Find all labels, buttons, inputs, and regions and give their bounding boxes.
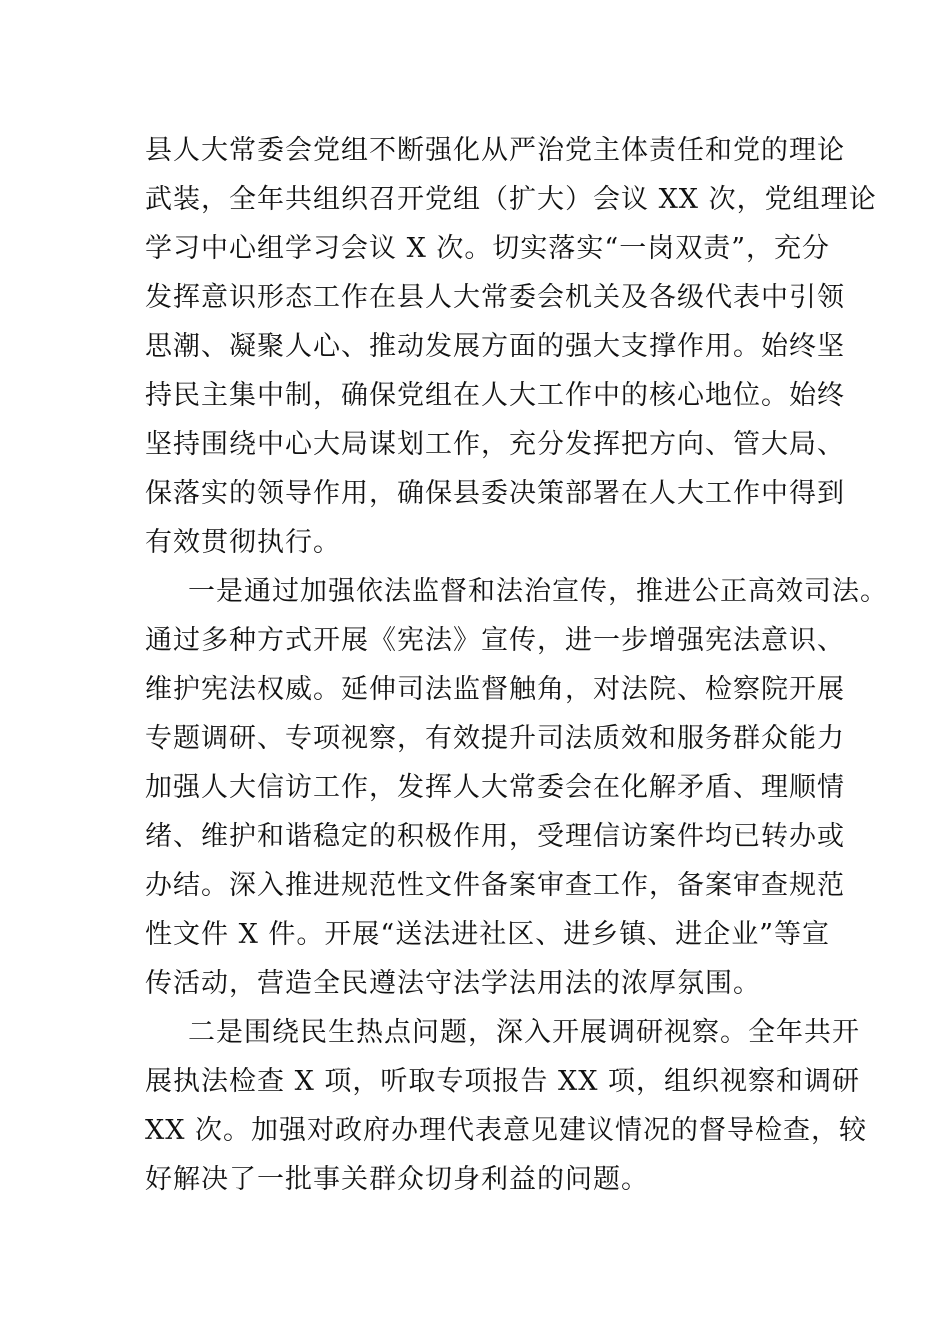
text-line: 传活动，营造全民遵法守法学法用法的浓厚氛围。	[145, 968, 761, 999]
paragraph-start-line: 一是通过加强依法监督和法治宣传，推进公正高效司法。	[188, 576, 888, 607]
text-line: 专题调研、专项视察，有效提升司法质效和服务群众能力	[145, 723, 845, 754]
text-line: 展执法检查 X 项，听取专项报告 XX 项，组织视察和调研	[145, 1066, 860, 1097]
text-line: 加强人大信访工作，发挥人大常委会在化解矛盾、理顺情	[145, 772, 845, 803]
text-line: 保落实的领导作用，确保县委决策部署在人大工作中得到	[145, 478, 845, 509]
text-line: 性文件 X 件。开展“送法进社区、进乡镇、进企业”等宣	[145, 919, 830, 950]
text-line: 好解决了一批事关群众切身利益的问题。	[145, 1164, 649, 1195]
text-line: 县人大常委会党组不断强化从严治党主体责任和党的理论	[145, 135, 845, 166]
text-line: 通过多种方式开展《宪法》宣传，进一步增强宪法意识、	[145, 625, 845, 656]
text-line: 发挥意识形态工作在县人大常委会机关及各级代表中引领	[145, 282, 845, 313]
text-line: 有效贯彻执行。	[145, 527, 341, 558]
paragraph-start-line: 二是围绕民生热点问题，深入开展调研视察。全年共开	[188, 1017, 860, 1048]
text-line: 持民主集中制，确保党组在人大工作中的核心地位。始终	[145, 380, 845, 411]
text-line: 武装，全年共组织召开党组（扩大）会议 XX 次，党组理论	[145, 184, 877, 215]
text-line: XX 次。加强对政府办理代表意见建议情况的督导检查，较	[145, 1115, 868, 1146]
text-line: 坚持围绕中心大局谋划工作，充分发挥把方向、管大局、	[145, 429, 845, 460]
text-line: 学习中心组学习会议 X 次。切实落实“一岗双责”，充分	[145, 233, 830, 264]
text-line: 思潮、凝聚人心、推动发展方面的强大支撑作用。始终坚	[145, 331, 845, 362]
text-line: 绪、维护和谐稳定的积极作用，受理信访案件均已转办或	[145, 821, 845, 852]
text-line: 维护宪法权威。延伸司法监督触角，对法院、检察院开展	[145, 674, 845, 705]
text-line: 办结。深入推进规范性文件备案审查工作，备案审查规范	[145, 870, 845, 901]
